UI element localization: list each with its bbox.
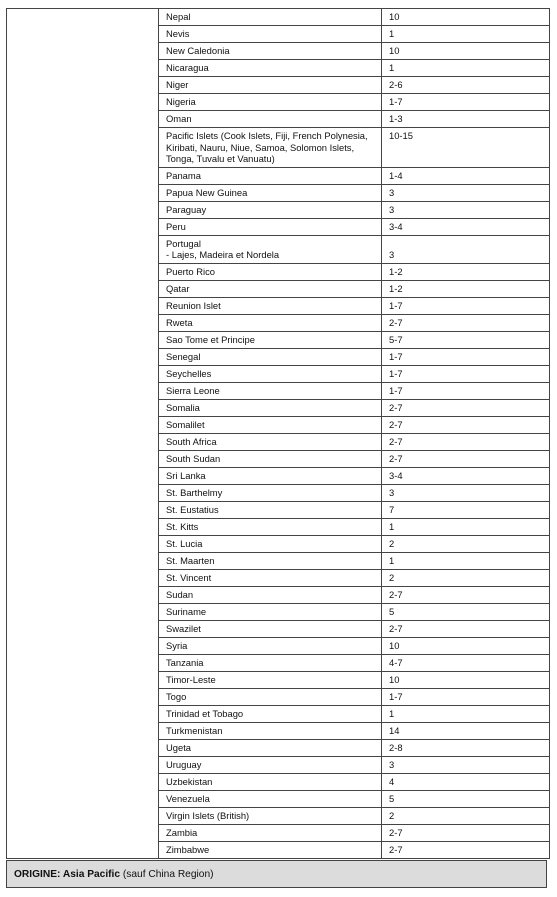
country-name: South Africa bbox=[166, 435, 217, 447]
days-cell: 1 bbox=[382, 552, 550, 569]
days-cell: 3 bbox=[382, 201, 550, 218]
country-name: Somalia bbox=[166, 401, 200, 413]
country-name: Papua New Guinea bbox=[166, 186, 248, 198]
country-name: Togo bbox=[166, 690, 187, 702]
country-cell bbox=[159, 637, 382, 654]
country-cell bbox=[159, 26, 382, 43]
country-name: Sri Lanka bbox=[166, 469, 206, 481]
days-cell: 1 bbox=[382, 60, 550, 77]
country-cell bbox=[159, 9, 382, 26]
days-cell: 1 bbox=[382, 518, 550, 535]
country-cell bbox=[159, 501, 382, 518]
days-cell: 10 bbox=[382, 671, 550, 688]
country-name: Panama bbox=[166, 169, 201, 181]
country-cell bbox=[159, 365, 382, 382]
country-name: Zambia bbox=[166, 826, 198, 838]
days-cell: 2-7 bbox=[382, 620, 550, 637]
country-cell bbox=[159, 756, 382, 773]
country-name: Timor-Leste bbox=[166, 673, 216, 685]
country-cell bbox=[159, 450, 382, 467]
country-name: Puerto Rico bbox=[166, 265, 215, 277]
country-name: Peru bbox=[166, 220, 186, 232]
country-name: Tanzania bbox=[166, 656, 204, 668]
days-cell: 3 bbox=[382, 484, 550, 501]
days-cell: 1-2 bbox=[382, 263, 550, 280]
days-cell: 1-7 bbox=[382, 94, 550, 111]
country-name: Oman bbox=[166, 113, 192, 124]
country-cell bbox=[159, 620, 382, 637]
days-cell: 1-2 bbox=[382, 280, 550, 297]
table-row bbox=[7, 9, 550, 26]
country-cell bbox=[159, 128, 382, 168]
country-cell bbox=[159, 535, 382, 552]
country-cell bbox=[159, 111, 382, 128]
country-name: Venezuela bbox=[166, 792, 210, 804]
days-cell: 1-7 bbox=[382, 348, 550, 365]
days-cell: 2 bbox=[382, 569, 550, 586]
country-cell bbox=[159, 433, 382, 450]
days-cell: 2 bbox=[382, 807, 550, 824]
days-cell: 4-7 bbox=[382, 654, 550, 671]
days-cell: 10-15 bbox=[382, 128, 550, 168]
country-name: Nigeria bbox=[166, 96, 196, 107]
country-cell bbox=[159, 416, 382, 433]
country-cell bbox=[159, 739, 382, 756]
country-cell bbox=[159, 705, 382, 722]
days-cell: 2-7 bbox=[382, 416, 550, 433]
country-name: Sierra Leone bbox=[166, 384, 220, 396]
days-cell: 2-7 bbox=[382, 433, 550, 450]
country-name: Senegal bbox=[166, 350, 201, 362]
country-cell bbox=[159, 382, 382, 399]
country-name: Seychelles bbox=[166, 367, 212, 379]
country-cell bbox=[159, 263, 382, 280]
days-cell: 1-7 bbox=[382, 297, 550, 314]
days-cell: 5 bbox=[382, 603, 550, 620]
country-subregion: - Lajes, Madeira et Nordela bbox=[166, 249, 280, 260]
country-name: Syria bbox=[166, 639, 188, 651]
country-cell bbox=[159, 348, 382, 365]
country-name: Pacific Islets (Cook Islets, Fiji, French Polynesia, Kiribati, Nauru, Niue, Samoa, Solomon Islets, Tonga, Tuvalu et Vanuatu) bbox=[166, 130, 368, 164]
country-name: Nicaragua bbox=[166, 62, 209, 73]
country-cell bbox=[159, 167, 382, 184]
days-cell: 1-7 bbox=[382, 365, 550, 382]
country-cell bbox=[159, 688, 382, 705]
country-cell bbox=[159, 331, 382, 348]
country-name: Sao Tome et Principe bbox=[166, 333, 255, 345]
days-cell: 2-7 bbox=[382, 841, 550, 858]
country-name: St. Kitts bbox=[166, 520, 199, 532]
country-name: St. Barthelmy bbox=[166, 486, 223, 498]
days-cell: 10 bbox=[382, 9, 550, 26]
days-cell: 2 bbox=[382, 535, 550, 552]
days-cell: 2-7 bbox=[382, 450, 550, 467]
country-name: Portugal bbox=[166, 237, 201, 249]
days-cell: 2-6 bbox=[382, 77, 550, 94]
days-cell: 2-7 bbox=[382, 314, 550, 331]
destination-days-table bbox=[6, 8, 550, 859]
country-cell bbox=[159, 77, 382, 94]
days-cell: 1-7 bbox=[382, 688, 550, 705]
origin-section-header bbox=[6, 860, 547, 888]
country-cell bbox=[159, 201, 382, 218]
days-cell: 3-4 bbox=[382, 467, 550, 484]
country-name: Nevis bbox=[166, 28, 190, 39]
days-cell: 3 bbox=[382, 756, 550, 773]
days-cell: 2-7 bbox=[382, 586, 550, 603]
country-name: Zimbabwe bbox=[166, 843, 210, 855]
country-cell bbox=[159, 484, 382, 501]
country-cell bbox=[159, 841, 382, 858]
country-cell bbox=[159, 467, 382, 484]
country-cell bbox=[159, 586, 382, 603]
days-cell: 2-7 bbox=[382, 824, 550, 841]
days-cell: 2-8 bbox=[382, 739, 550, 756]
country-name: Suriname bbox=[166, 605, 207, 617]
country-cell bbox=[159, 218, 382, 235]
country-name: Somalilet bbox=[166, 418, 205, 430]
country-name: Uzbekistan bbox=[166, 775, 213, 787]
country-name: Rweta bbox=[166, 316, 193, 328]
country-name: Reunion Islet bbox=[166, 299, 221, 311]
days-cell: 10 bbox=[382, 43, 550, 60]
days-cell: 2-7 bbox=[382, 399, 550, 416]
days-cell: 3 bbox=[382, 235, 550, 263]
days-cell: 1 bbox=[382, 705, 550, 722]
country-name: Paraguay bbox=[166, 203, 207, 215]
country-name: St. Lucia bbox=[166, 537, 203, 549]
country-cell bbox=[159, 184, 382, 201]
days-cell: 3 bbox=[382, 184, 550, 201]
country-cell bbox=[159, 552, 382, 569]
days-cell: 5-7 bbox=[382, 331, 550, 348]
country-cell bbox=[159, 824, 382, 841]
country-name: St. Eustatius bbox=[166, 503, 219, 515]
country-name: Niger bbox=[166, 79, 189, 90]
country-cell bbox=[159, 235, 382, 263]
country-cell bbox=[159, 773, 382, 790]
days-cell: 7 bbox=[382, 501, 550, 518]
country-cell bbox=[159, 671, 382, 688]
origin-table-frame bbox=[6, 8, 549, 859]
country-cell bbox=[159, 569, 382, 586]
country-name: Virgin Islets (British) bbox=[166, 809, 250, 821]
country-cell bbox=[159, 399, 382, 416]
country-cell bbox=[159, 60, 382, 77]
country-name: Nepal bbox=[166, 11, 191, 22]
country-cell bbox=[159, 280, 382, 297]
days-cell: 1-4 bbox=[382, 167, 550, 184]
country-cell bbox=[159, 43, 382, 60]
days-cell: 1 bbox=[382, 26, 550, 43]
country-name: Sudan bbox=[166, 588, 194, 600]
country-name: Ugeta bbox=[166, 741, 192, 753]
country-name: Qatar bbox=[166, 282, 190, 294]
origin-label: ORIGINE: Asia Pacific bbox=[14, 869, 121, 880]
country-cell bbox=[159, 790, 382, 807]
country-cell bbox=[159, 807, 382, 824]
country-name: New Caledonia bbox=[166, 45, 230, 56]
days-cell: 4 bbox=[382, 773, 550, 790]
days-cell: 1-3 bbox=[382, 111, 550, 128]
days-cell: 10 bbox=[382, 637, 550, 654]
country-cell bbox=[159, 297, 382, 314]
days-cell: 3-4 bbox=[382, 218, 550, 235]
country-name: St. Maarten bbox=[166, 554, 215, 566]
days-cell: 14 bbox=[382, 722, 550, 739]
country-name: Turkmenistan bbox=[166, 724, 223, 736]
country-cell bbox=[159, 94, 382, 111]
country-name: Trinidad et Tobago bbox=[166, 707, 244, 719]
origin-note: (sauf China Region) bbox=[120, 869, 214, 880]
days-cell: 5 bbox=[382, 790, 550, 807]
country-cell bbox=[159, 518, 382, 535]
region-column-cell bbox=[7, 9, 159, 859]
country-cell bbox=[159, 314, 382, 331]
country-name: Uruguay bbox=[166, 758, 202, 770]
country-name: South Sudan bbox=[166, 452, 221, 464]
country-cell bbox=[159, 722, 382, 739]
table-body bbox=[7, 9, 550, 859]
country-name: St. Vincent bbox=[166, 571, 212, 583]
country-name: Swazilet bbox=[166, 622, 201, 634]
days-cell: 1-7 bbox=[382, 382, 550, 399]
country-cell bbox=[159, 654, 382, 671]
country-cell bbox=[159, 603, 382, 620]
